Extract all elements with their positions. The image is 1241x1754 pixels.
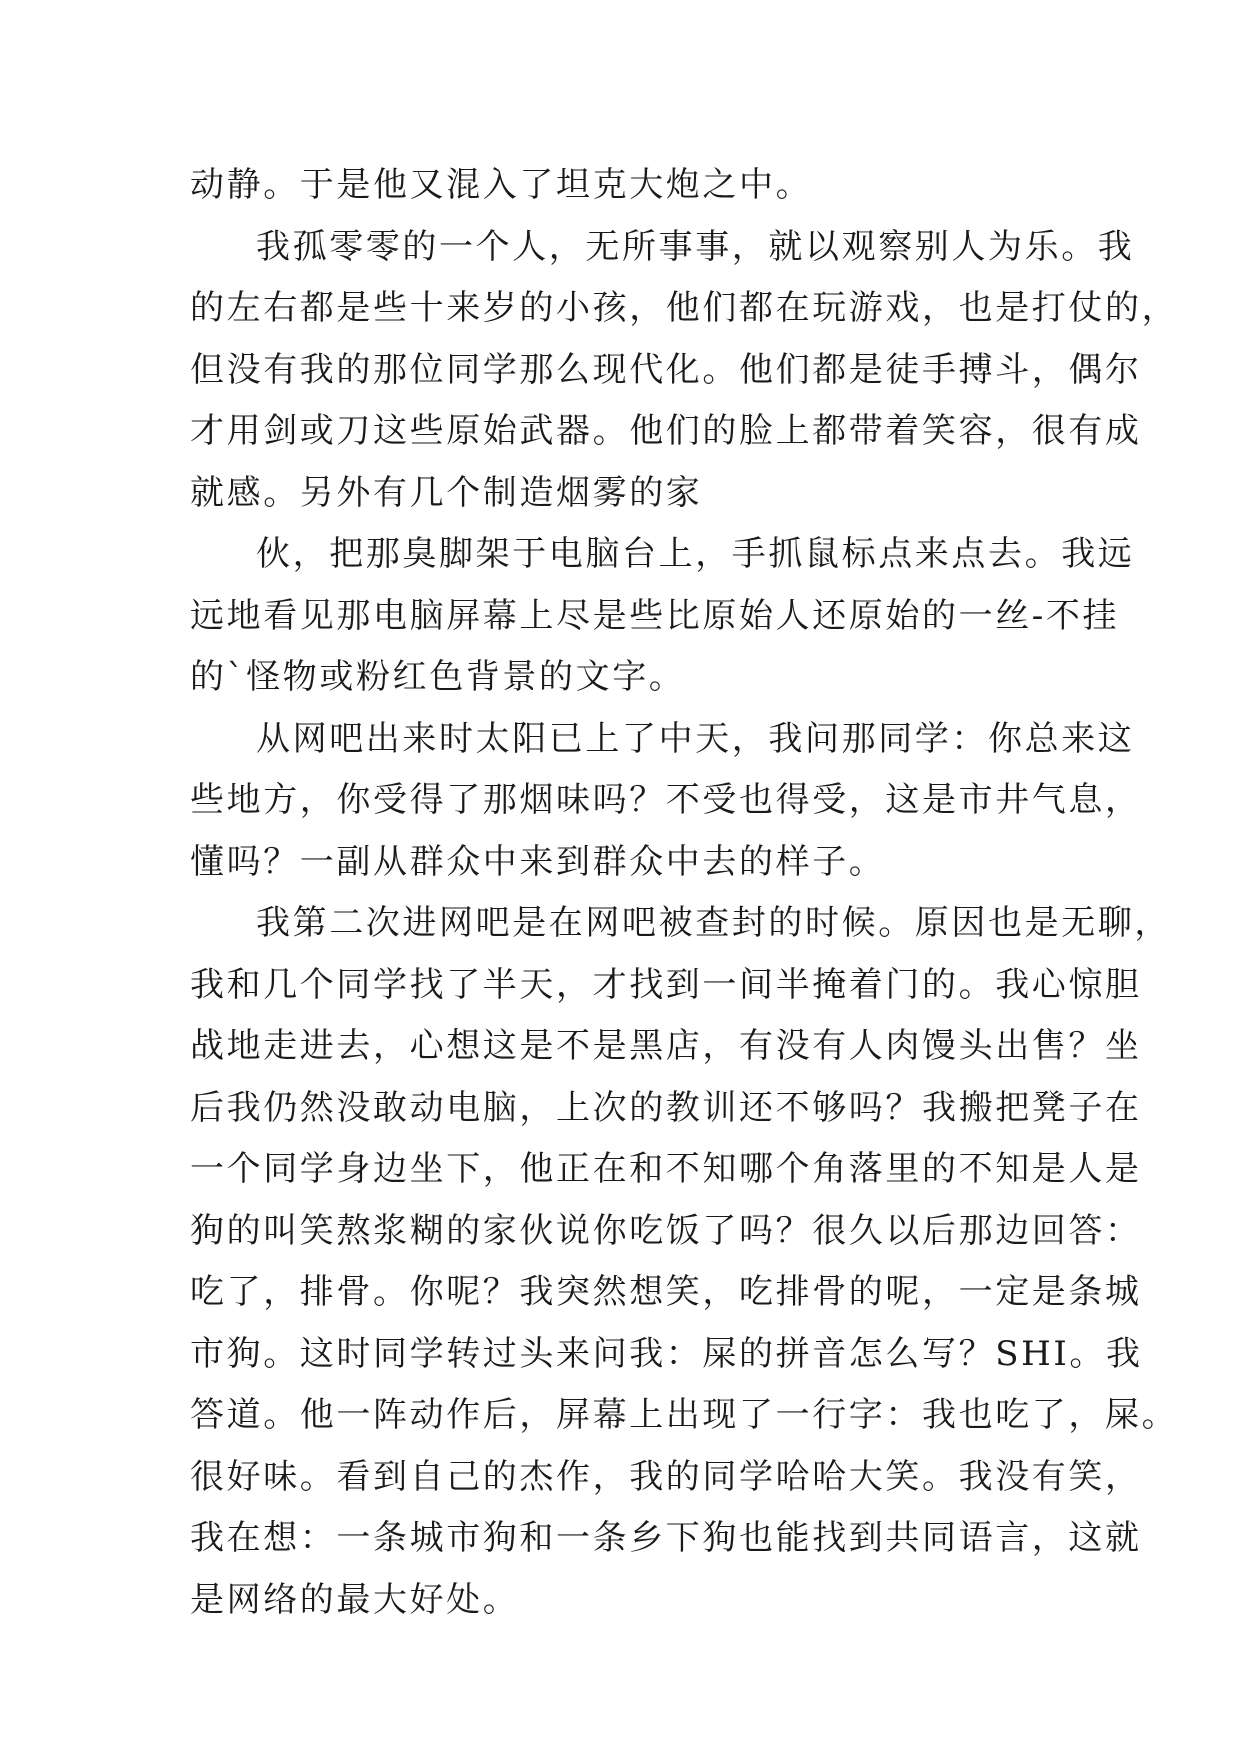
text-line: 伙，把那臭脚架于电脑台上，手抓鼠标点来点去。我远 — [256, 534, 1135, 574]
text-line: 从网吧出来时太阳已上了中天，我问那同学：你总来这 — [256, 718, 1135, 759]
text-line: 后我仍然没敢动电脑，上次的教训还不够吗？我搬把凳子在 — [190, 1087, 1142, 1128]
body-text — [190, 155, 1179, 1631]
text-line: 的左右都是些十来岁的小孩，他们都在玩游戏，也是打仗的， — [190, 288, 1179, 328]
text-line: 我和几个同学找了半天，才找到一间半掩着门的。我心惊胆 — [190, 964, 1142, 1005]
text-line: 远地看见那电脑屏幕上尽是些比原始人还原始的一丝-不挂 — [190, 595, 1120, 636]
text-line: 很好味。看到自己的杰作，我的同学哈哈大笑。我没有笑， — [190, 1456, 1142, 1497]
text-line: 吃了，排骨。你呢？我突然想笑，吃排骨的呢，一定是条城 — [190, 1272, 1142, 1312]
text-line: 但没有我的那位同学那么现代化。他们都是徒手搏斗，偶尔 — [190, 349, 1142, 390]
text-line: 市狗。这时同学转过头来问我：屎的拼音怎么写？SHI。我 — [190, 1333, 1143, 1374]
text-line: 是网络的最大好处。 — [190, 1579, 520, 1620]
text-line: 懂吗？一副从群众中来到群众中去的样子。 — [190, 841, 886, 882]
text-line: 动静。于是他又混入了坦克大炮之中。 — [190, 165, 813, 205]
text-line: 才用剑或刀这些原始武器。他们的脸上都带着笑容，很有成 — [190, 411, 1142, 451]
text-line: 些地方，你受得了那烟味吗？不受也得受，这是市井气息， — [190, 780, 1142, 820]
text-line: 答道。他一阵动作后，屏幕上出现了一行字：我也吃了，屎。 — [190, 1395, 1179, 1435]
text-line: 的`怪物或粉红色背景的文字。 — [190, 657, 686, 697]
text-line: 我第二次进网吧是在网吧被查封的时候。原因也是无聊， — [256, 903, 1171, 943]
text-line: 我孤零零的一个人，无所事事，就以观察别人为乐。我 — [256, 226, 1135, 267]
text-line: 我在想：一条城市狗和一条乡下狗也能找到共同语言，这就 — [190, 1518, 1142, 1558]
text-line: 狗的叫笑熬浆糊的家伙说你吃饭了吗？很久以后那边回答： — [190, 1210, 1142, 1251]
text-line: 战地走进去，心想这是不是黑店，有没有人肉馒头出售？坐 — [190, 1026, 1142, 1066]
text-line: 就感。另外有几个制造烟雾的家 — [190, 472, 703, 513]
text-line: 一个同学身边坐下，他正在和不知哪个角落里的不知是人是 — [190, 1149, 1142, 1189]
